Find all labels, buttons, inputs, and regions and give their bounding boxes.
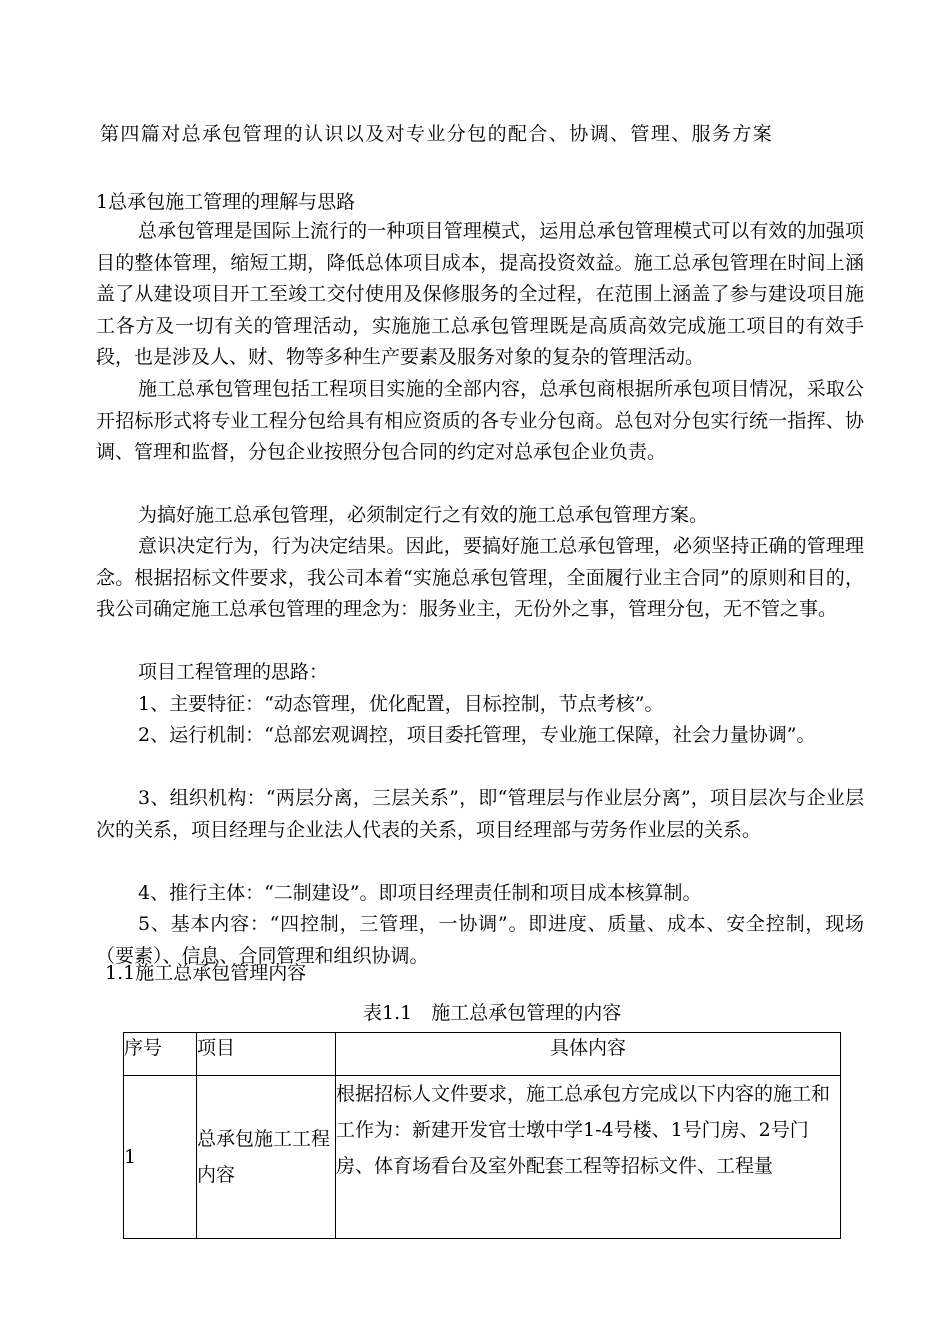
row-number: 1 (124, 1076, 197, 1239)
paragraph: 施工总承包管理包括工程项目实施的全部内容，总承包商根据所承包项目情况，采取公开招标形式将专业工程分包给具有相应资质的各专业分包商。总包对分包实行统一指挥、协调、管理和监督，分包企业按照分包合同的约定对总承包企业负责。 (96, 378, 864, 464)
paragraph: 2、运行机制：“总部宏观调控，项目委托管理，专业施工保障，社会力量协调”。 (138, 724, 816, 746)
paragraph: 总承包管理是国际上流行的一种项目管理模式，运用总承包管理模式可以有效的加强项目的整体管理，缩短工期，降低总体项目成本，提高投资效益。施工总承包管理在时间上涵盖了从建设项目开工至竣工交付使用及保修服务的全过程，在范围上涵盖了参与建设项目施工各方及一切有关的管理活动，实施施工总承包管理既是高质高效完成施工项目的有效手段，也是涉及人、财、物等多种生产要素及服务对象的复杂的管理活动。 (96, 220, 864, 369)
row-detail: 根据招标人文件要求，施工总承包方完成以下内容的施工和工作为：新建开发官士墩中学1-4号楼、1号门房、2号门房、体育场看台及室外配套工程等招标文件、工程量 (336, 1076, 841, 1239)
paragraph: 4、推行主体：“二制建设”。即项目经理责任制和项目成本核算制。 (138, 882, 702, 904)
paragraph: 意识决定行为，行为决定结果。因此，要搞好施工总承包管理，必须坚持正确的管理理念。根据招标文件要求，我公司本着“实施总承包管理，全面履行业主合同”的原则和目的，我公司确定施工总承包管理的理念为：服务业主，无份外之事，管理分包，无不管之事。 (96, 535, 864, 621)
row-item: 总承包施工工程内容 (197, 1076, 336, 1239)
header-number: 序号 (124, 1033, 197, 1076)
paragraph: 3、组织机构：“两层分离，三层关系”，即“管理层与作业层分离”，项目层次与企业层次的关系，项目经理与企业法人代表的关系，项目经理部与劳务作业层的关系。 (96, 787, 864, 841)
paragraph: 项目工程管理的思路： (138, 661, 329, 683)
table-header-row (124, 1033, 841, 1076)
content-table (123, 1032, 841, 1239)
paragraph: 1、主要特征：“动态管理，优化配置，目标控制，节点考核”。 (138, 693, 664, 715)
document-title: 第四篇对总承包管理的认识以及对专业分包的配合、协调、管理、服务方案 (100, 123, 774, 145)
paragraph: 为搞好施工总承包管理，必须制定行之有效的施工总承包管理方案。 (138, 504, 709, 526)
subsection-heading: 1.1施工总承包管理内容 (105, 962, 307, 984)
table-caption: 表1.1 施工总承包管理的内容 (363, 1002, 622, 1024)
header-item: 项目 (197, 1033, 336, 1076)
table-row (124, 1076, 841, 1239)
section-heading: 1总承包施工管理的理解与思路 (96, 191, 356, 213)
header-detail: 具体内容 (336, 1033, 841, 1076)
paragraph: 5、基本内容：“四控制，三管理，一协调”。即进度、质量、成本、安全控制，现场（要素）、信息、合同管理和组织协调。 (96, 913, 864, 967)
